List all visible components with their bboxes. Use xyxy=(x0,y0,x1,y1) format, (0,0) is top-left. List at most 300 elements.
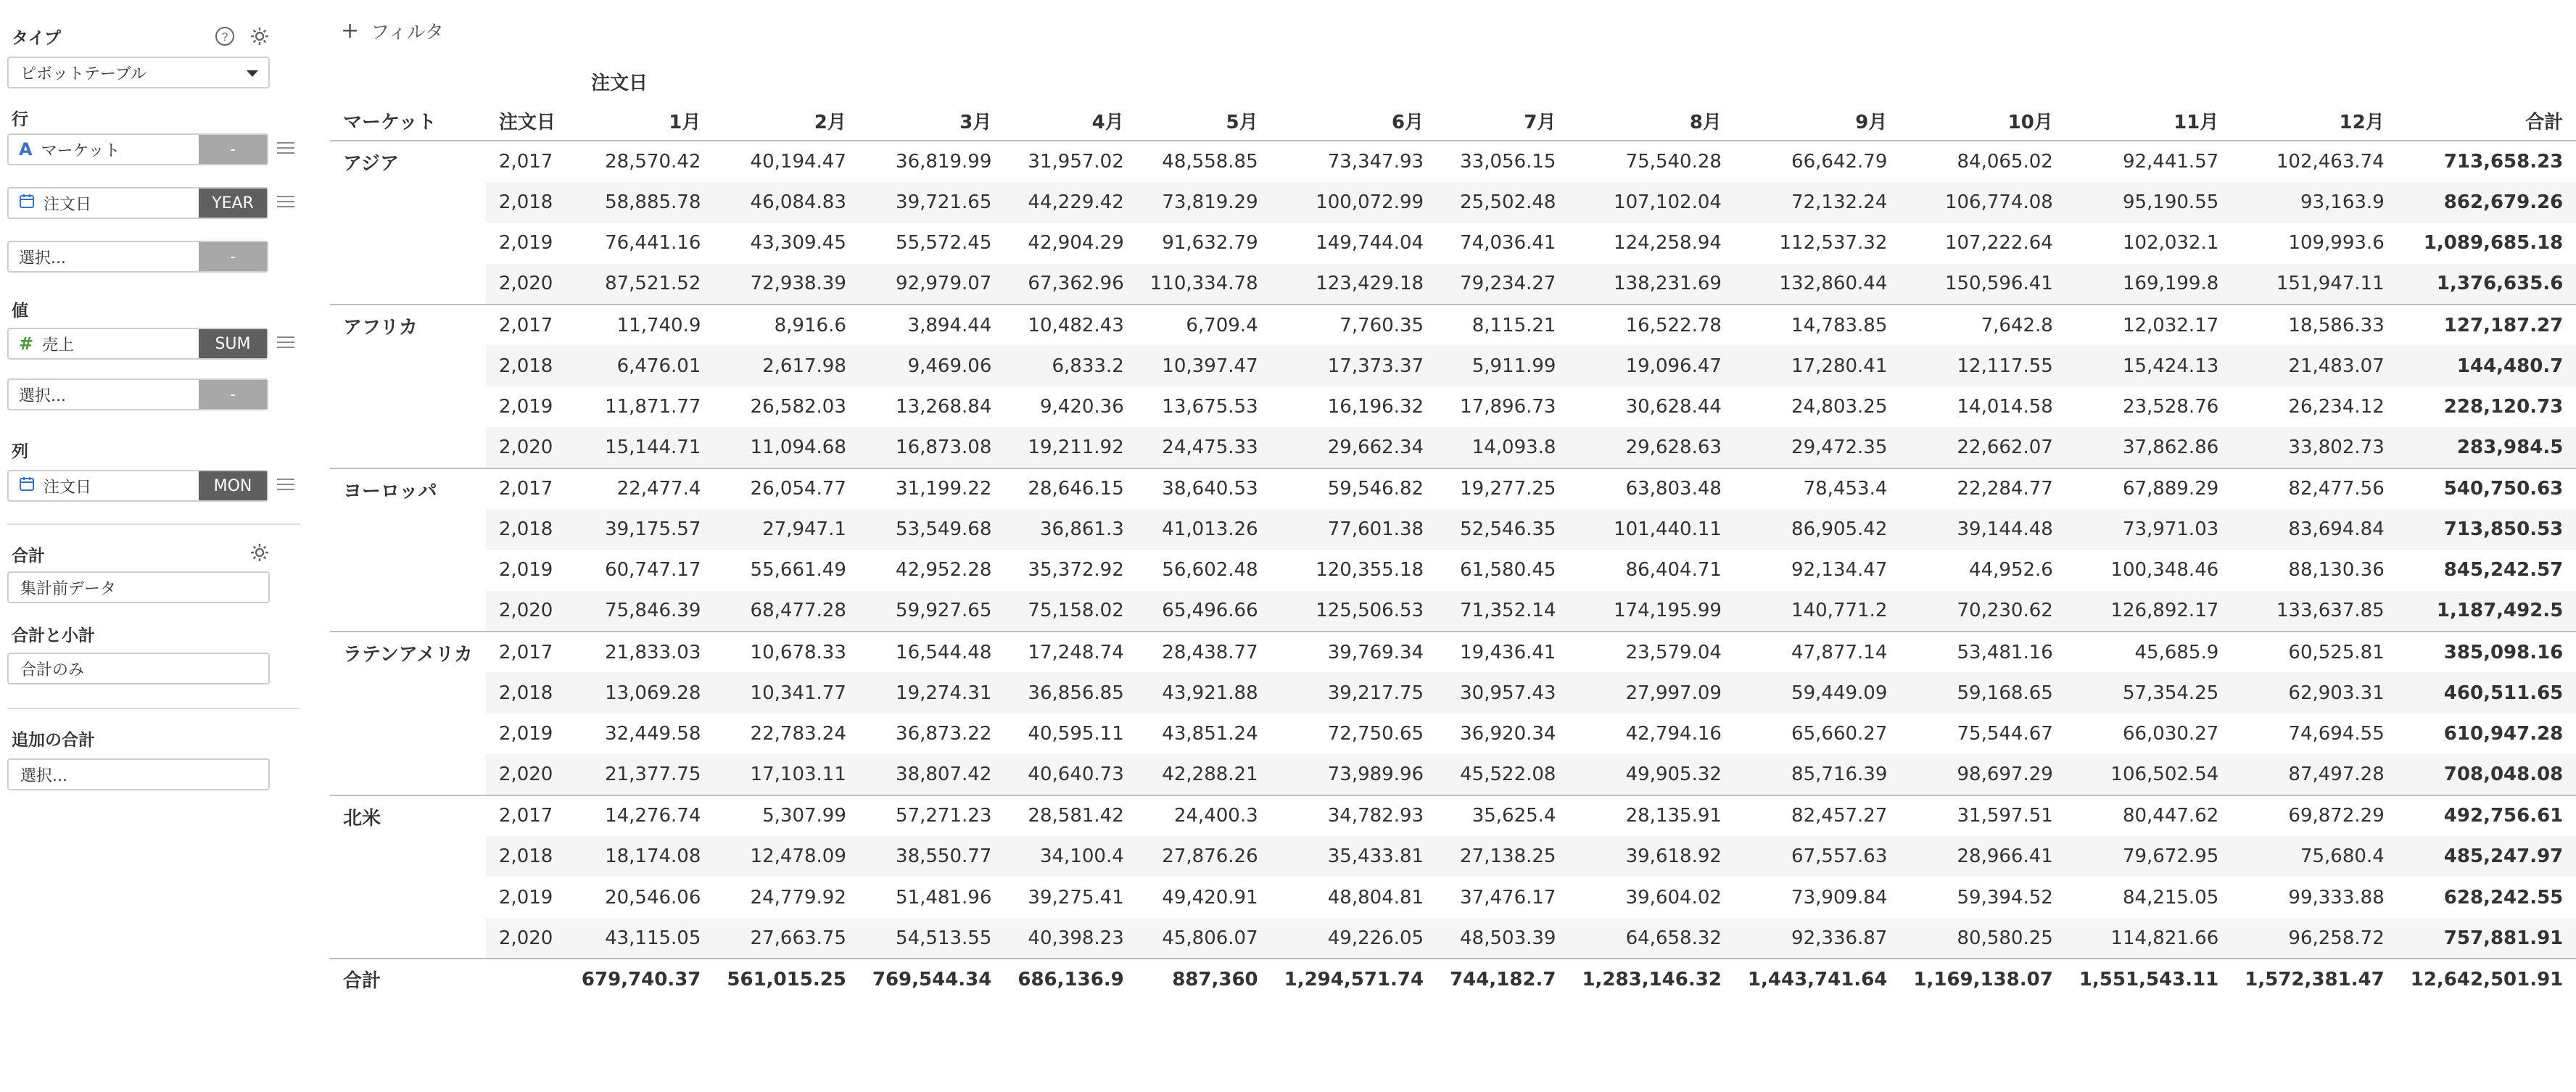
year-cell: 2,019 xyxy=(498,886,553,909)
year-cell: 2,018 xyxy=(486,672,569,713)
value-cell: 60,747.17 xyxy=(605,559,701,582)
value-cell: 39,275.41 xyxy=(1028,886,1124,909)
value-cell: 45,685.9 xyxy=(2066,632,2232,672)
value-cell: 109,993.6 xyxy=(2288,232,2385,255)
value-cell: 73,909.84 xyxy=(1791,886,1888,909)
value-cell: 63,803.48 xyxy=(1569,468,1734,509)
value-cell: 42,794.16 xyxy=(1625,723,1722,745)
row-field-select-main xyxy=(9,242,199,271)
value-cell: 75,544.67 xyxy=(1957,723,2053,745)
table-row xyxy=(330,468,2576,509)
value-cell: 36,873.22 xyxy=(896,723,992,745)
value-cell: 62,903.31 xyxy=(2232,672,2397,713)
value-cell: 44,952.6 xyxy=(1969,559,2053,582)
columns-section-label: 列 xyxy=(12,442,28,461)
value-cell: 43,921.88 xyxy=(1137,672,1271,713)
row-field-market-aggregate[interactable]: - xyxy=(199,135,267,164)
value-cell: 80,447.62 xyxy=(2066,795,2232,836)
header-month[interactable]: 10月 xyxy=(1900,100,2065,141)
value-cell: 39,721.65 xyxy=(859,182,1004,223)
extra-total-section-label: 追加の合計 xyxy=(12,731,95,750)
year-cell: 2,017 xyxy=(498,151,553,173)
value-cell: 59,927.65 xyxy=(859,591,1004,632)
row-total-cell: 1,376,635.6 xyxy=(2398,264,2576,305)
value-cell: 66,642.79 xyxy=(1791,151,1888,173)
gear-icon[interactable] xyxy=(248,25,271,48)
value-cell: 57,354.25 xyxy=(2066,672,2232,713)
year-cell: 2,017 xyxy=(486,632,569,672)
value-field-select-label: 選択... xyxy=(19,386,66,405)
value-cell: 6,833.2 xyxy=(1004,345,1136,386)
subtotal-section-label: 合計と小計 xyxy=(12,626,95,645)
value-cell: 80,580.25 xyxy=(1900,918,2065,959)
value-cell: 17,896.73 xyxy=(1460,395,1556,418)
row-total-cell: 492,756.61 xyxy=(2398,795,2576,836)
year-cell: 2,019 xyxy=(498,232,553,255)
value-cell: 18,586.33 xyxy=(2232,305,2397,345)
gear-icon[interactable] xyxy=(248,541,271,564)
row-total-cell: 283,984.5 xyxy=(2398,427,2576,468)
grand-total-cell: 686,136.9 xyxy=(1004,959,1136,999)
value-cell: 5,307.99 xyxy=(714,795,859,836)
value-cell: 54,513.55 xyxy=(859,918,1004,959)
value-cell: 6,709.4 xyxy=(1137,305,1271,345)
subtotal-input[interactable]: 合計のみ xyxy=(7,653,270,684)
value-field-select[interactable] xyxy=(7,379,268,410)
row-field-select-aggregate[interactable]: - xyxy=(199,242,267,271)
value-cell: 44,229.42 xyxy=(1004,182,1136,223)
value-cell: 17,248.74 xyxy=(1004,632,1136,672)
value-cell: 28,966.41 xyxy=(1900,836,2065,877)
value-cell: 56,602.48 xyxy=(1162,559,1258,582)
row-field-market-main xyxy=(9,135,199,164)
value-cell: 16,544.48 xyxy=(859,632,1004,672)
value-cell: 61,580.45 xyxy=(1460,559,1556,582)
value-cell: 35,433.81 xyxy=(1271,836,1437,877)
value-cell: 10,341.77 xyxy=(714,672,859,713)
value-cell: 79,234.27 xyxy=(1437,264,1569,305)
value-cell: 77,601.38 xyxy=(1271,509,1437,550)
value-cell: 25,502.48 xyxy=(1437,182,1569,223)
value-cell: 132,860.44 xyxy=(1735,264,1900,305)
value-cell: 65,660.27 xyxy=(1791,723,1888,745)
value-cell: 36,920.34 xyxy=(1460,723,1556,745)
value-cell: 8,115.21 xyxy=(1437,305,1569,345)
value-cell: 29,472.35 xyxy=(1735,427,1900,468)
grand-total-cell: 1,169,138.07 xyxy=(1900,959,2065,999)
value-cell: 40,398.23 xyxy=(1004,918,1136,959)
header-total[interactable]: 合計 xyxy=(2398,100,2576,141)
row-total-cell: 628,242.55 xyxy=(2443,886,2564,909)
value-cell: 10,397.47 xyxy=(1137,345,1271,386)
grand-total-sum-cell: 12,642,501.91 xyxy=(2398,959,2576,999)
value-cell: 30,628.44 xyxy=(1625,395,1722,418)
value-cell: 8,916.6 xyxy=(714,305,859,345)
drag-handle-icon[interactable] xyxy=(277,142,294,157)
value-cell: 27,138.25 xyxy=(1437,836,1569,877)
value-cell: 36,856.85 xyxy=(1004,672,1136,713)
value-cell: 57,271.23 xyxy=(859,795,1004,836)
value-cell: 72,750.65 xyxy=(1327,723,1424,745)
pivot-body xyxy=(330,141,2576,999)
table-row xyxy=(330,877,2576,917)
value-cell: 64,658.32 xyxy=(1569,918,1734,959)
value-cell: 38,807.42 xyxy=(859,754,1004,795)
row-total-cell: 1,089,685.18 xyxy=(2423,232,2564,255)
value-cell: 31,597.51 xyxy=(1900,795,2065,836)
settings-sidebar xyxy=(0,0,303,1092)
value-cell: 59,546.82 xyxy=(1271,468,1437,509)
market-cell: アジア xyxy=(330,141,486,305)
rows-section-label: 行 xyxy=(12,110,28,129)
chart-type-value: ピボットテーブル xyxy=(20,65,147,83)
help-icon[interactable] xyxy=(213,25,236,48)
value-cell: 75,540.28 xyxy=(1625,151,1722,173)
row-field-order-date-label: 注文日 xyxy=(44,195,92,214)
row-total-cell: 1,187,492.5 xyxy=(2398,591,2576,632)
year-cell: 2,017 xyxy=(486,305,569,345)
value-cell: 27,997.09 xyxy=(1569,672,1734,713)
value-cell: 16,873.08 xyxy=(859,427,1004,468)
value-cell: 102,463.74 xyxy=(2276,151,2385,173)
value-field-select-aggregate[interactable]: - xyxy=(199,380,267,409)
row-total-cell: 713,658.23 xyxy=(2443,151,2564,173)
header-month[interactable]: 4月 xyxy=(1004,100,1136,141)
add-filter-button[interactable] xyxy=(341,17,444,44)
row-total-cell: 460,511.65 xyxy=(2398,672,2576,713)
value-cell: 48,558.85 xyxy=(1162,151,1258,173)
table-row xyxy=(330,223,2576,263)
header-month[interactable]: 2月 xyxy=(714,100,859,141)
value-cell: 85,716.39 xyxy=(1735,754,1900,795)
column-field-order-date-main xyxy=(9,471,199,500)
header-month[interactable]: 7月 xyxy=(1437,100,1569,141)
value-cell: 59,168.65 xyxy=(1900,672,2065,713)
row-total-cell: 385,098.16 xyxy=(2398,632,2576,672)
table-row xyxy=(330,182,2576,223)
table-row xyxy=(330,386,2576,427)
value-cell: 24,400.3 xyxy=(1137,795,1271,836)
header-month[interactable]: 12月 xyxy=(2232,100,2397,141)
drag-handle-icon[interactable] xyxy=(277,336,294,351)
header-month[interactable]: 6月 xyxy=(1271,100,1437,141)
extra-total-input[interactable]: 選択... xyxy=(7,758,270,790)
value-cell: 31,199.22 xyxy=(859,468,1004,509)
value-cell: 74,036.41 xyxy=(1460,232,1556,255)
value-cell: 114,821.66 xyxy=(2066,918,2232,959)
value-cell: 71,352.14 xyxy=(1437,591,1569,632)
value-cell: 87,521.52 xyxy=(569,264,714,305)
value-cell: 11,740.9 xyxy=(569,305,714,345)
header-market[interactable]: マーケット xyxy=(330,100,486,141)
value-cell: 15,424.13 xyxy=(2066,345,2232,386)
year-cell: 2,020 xyxy=(486,591,569,632)
value-cell: 7,760.35 xyxy=(1271,305,1437,345)
value-cell: 95,190.55 xyxy=(2066,182,2232,223)
value-cell: 23,579.04 xyxy=(1569,632,1734,672)
header-month[interactable]: 3月 xyxy=(859,100,1004,141)
calendar-icon xyxy=(19,193,35,213)
grand-total-cell: 1,294,571.74 xyxy=(1271,959,1437,999)
grand-total-cell: 561,015.25 xyxy=(714,959,859,999)
value-cell: 151,947.11 xyxy=(2232,264,2397,305)
value-cell: 3,894.44 xyxy=(859,305,1004,345)
value-cell: 12,117.55 xyxy=(1900,345,2065,386)
value-cell: 83,694.84 xyxy=(2232,509,2397,550)
value-cell: 72,938.39 xyxy=(714,264,859,305)
value-cell: 16,196.32 xyxy=(1327,395,1424,418)
chart-type-select[interactable] xyxy=(7,57,270,88)
header-month[interactable]: 11月 xyxy=(2066,100,2232,141)
value-cell: 106,502.54 xyxy=(2066,754,2232,795)
year-cell: 2,020 xyxy=(486,427,569,468)
market-cell: ヨーロッパ xyxy=(330,468,486,632)
grand-total-cell: 1,443,741.64 xyxy=(1735,959,1900,999)
value-cell: 27,947.1 xyxy=(714,509,859,550)
row-total-cell: 228,120.73 xyxy=(2443,395,2564,418)
value-cell: 82,477.56 xyxy=(2232,468,2397,509)
value-cell: 123,429.18 xyxy=(1271,264,1437,305)
value-cell: 34,100.4 xyxy=(1004,836,1136,877)
value-cell: 9,420.36 xyxy=(1039,395,1124,418)
value-cell: 49,420.91 xyxy=(1162,886,1258,909)
table-row xyxy=(330,795,2576,836)
value-cell: 120,355.18 xyxy=(1316,559,1424,582)
year-cell: 2,020 xyxy=(486,754,569,795)
value-cell: 125,506.53 xyxy=(1271,591,1437,632)
market-cell: アフリカ xyxy=(330,305,486,468)
value-cell: 49,905.32 xyxy=(1569,754,1734,795)
table-row xyxy=(330,345,2576,386)
value-cell: 22,662.07 xyxy=(1900,427,2065,468)
row-field-market[interactable] xyxy=(7,133,268,165)
plus-icon: + xyxy=(341,18,360,44)
value-cell: 7,642.8 xyxy=(1900,305,2065,345)
value-cell: 84,215.05 xyxy=(2122,886,2219,909)
value-cell: 92,979.07 xyxy=(859,264,1004,305)
value-cell: 73,989.96 xyxy=(1271,754,1437,795)
value-cell: 150,596.41 xyxy=(1900,264,2065,305)
text-type-icon: A xyxy=(19,139,33,160)
value-cell: 49,226.05 xyxy=(1271,918,1437,959)
header-month[interactable]: 1月 xyxy=(569,100,714,141)
year-cell: 2,018 xyxy=(486,345,569,386)
value-cell: 33,056.15 xyxy=(1460,151,1556,173)
year-cell: 2,020 xyxy=(486,264,569,305)
header-order-date[interactable]: 注文日 xyxy=(486,100,569,141)
row-field-order-date[interactable] xyxy=(7,187,268,219)
value-cell: 76,441.16 xyxy=(605,232,701,255)
value-cell: 37,862.86 xyxy=(2066,427,2232,468)
table-row xyxy=(330,141,2576,181)
row-field-order-date-main xyxy=(9,189,199,218)
column-field-order-date[interactable] xyxy=(7,470,268,502)
value-cell: 42,952.28 xyxy=(896,559,992,582)
row-field-order-date-aggregate[interactable]: YEAR xyxy=(199,189,267,218)
chevron-down-icon xyxy=(247,70,258,77)
value-cell: 39,769.34 xyxy=(1271,632,1437,672)
value-cell: 32,449.58 xyxy=(605,723,701,745)
column-field-order-date-aggregate[interactable]: MON xyxy=(199,471,267,500)
total-section-label: 合計 xyxy=(12,547,45,566)
year-cell: 2,017 xyxy=(486,795,569,836)
value-cell: 92,441.57 xyxy=(2122,151,2219,173)
value-cell: 39,618.92 xyxy=(1569,836,1734,877)
value-cell: 133,637.85 xyxy=(2232,591,2397,632)
values-section-label: 値 xyxy=(12,302,28,320)
value-cell: 86,404.71 xyxy=(1625,559,1722,582)
value-cell: 39,175.57 xyxy=(569,509,714,550)
value-cell: 112,537.32 xyxy=(1779,232,1888,255)
value-cell: 29,662.34 xyxy=(1271,427,1437,468)
column-field-order-date-label: 注文日 xyxy=(44,478,92,497)
value-cell: 106,774.08 xyxy=(1900,182,2065,223)
row-total-cell: 127,187.27 xyxy=(2398,305,2576,345)
value-cell: 69,872.29 xyxy=(2232,795,2397,836)
value-cell: 9,469.06 xyxy=(859,345,1004,386)
total-source-input[interactable]: 集計前データ xyxy=(7,571,270,603)
value-cell: 82,457.27 xyxy=(1735,795,1900,836)
value-cell: 10,678.33 xyxy=(714,632,859,672)
value-cell: 53,481.16 xyxy=(1900,632,2065,672)
value-cell: 24,803.25 xyxy=(1791,395,1888,418)
row-total-cell: 845,242.57 xyxy=(2443,559,2564,582)
value-cell: 52,546.35 xyxy=(1437,509,1569,550)
row-total-cell: 610,947.28 xyxy=(2443,723,2564,745)
value-cell: 37,476.17 xyxy=(1460,886,1556,909)
value-cell: 86,905.42 xyxy=(1735,509,1900,550)
value-cell: 21,833.03 xyxy=(569,632,714,672)
value-cell: 42,904.29 xyxy=(1028,232,1124,255)
value-cell: 107,102.04 xyxy=(1569,182,1734,223)
row-total-cell: 713,850.53 xyxy=(2398,509,2576,550)
value-cell: 140,771.2 xyxy=(1735,591,1900,632)
year-cell: 2,017 xyxy=(486,468,569,509)
value-cell: 73,347.93 xyxy=(1327,151,1424,173)
value-cell: 13,069.28 xyxy=(569,672,714,713)
value-cell: 84,065.02 xyxy=(1957,151,2053,173)
value-cell: 14,276.74 xyxy=(569,795,714,836)
value-cell: 18,174.08 xyxy=(569,836,714,877)
table-row xyxy=(330,918,2576,959)
value-cell: 48,804.81 xyxy=(1327,886,1424,909)
grand-total-cell: 744,182.7 xyxy=(1437,959,1569,999)
value-cell: 26,234.12 xyxy=(2288,395,2385,418)
year-cell: 2,019 xyxy=(498,723,553,745)
value-cell: 19,096.47 xyxy=(1569,345,1734,386)
value-cell: 126,892.17 xyxy=(2066,591,2232,632)
value-cell: 149,744.04 xyxy=(1316,232,1424,255)
value-cell: 27,876.26 xyxy=(1137,836,1271,877)
value-cell: 34,782.93 xyxy=(1271,795,1437,836)
table-row xyxy=(330,550,2576,590)
header-month[interactable]: 8月 xyxy=(1569,100,1734,141)
table-row xyxy=(330,509,2576,550)
value-cell: 66,030.27 xyxy=(2122,723,2219,745)
header-month[interactable]: 9月 xyxy=(1735,100,1900,141)
value-cell: 6,476.01 xyxy=(569,345,714,386)
table-row xyxy=(330,305,2576,345)
drag-handle-icon[interactable] xyxy=(277,196,294,210)
value-cell: 38,640.53 xyxy=(1137,468,1271,509)
market-cell: 北米 xyxy=(330,795,486,959)
value-cell: 58,885.78 xyxy=(569,182,714,223)
row-field-select[interactable] xyxy=(7,241,268,273)
value-cell: 55,572.45 xyxy=(896,232,992,255)
value-cell: 93,163.9 xyxy=(2232,182,2397,223)
value-cell: 24,779.92 xyxy=(750,886,846,909)
value-field-sales-label: 売上 xyxy=(42,336,75,355)
grand-total-cell: 887,360 xyxy=(1137,959,1271,999)
drag-handle-icon[interactable] xyxy=(277,479,294,493)
year-cell: 2,018 xyxy=(486,836,569,877)
value-cell: 10,482.43 xyxy=(1004,305,1136,345)
calendar-icon xyxy=(19,476,35,496)
value-cell: 96,258.72 xyxy=(2232,918,2397,959)
header-month[interactable]: 5月 xyxy=(1137,100,1271,141)
value-field-sales-aggregate[interactable]: SUM xyxy=(199,329,267,358)
value-cell: 22,284.77 xyxy=(1900,468,2065,509)
value-cell: 48,503.39 xyxy=(1437,918,1569,959)
market-cell: ラテンアメリカ xyxy=(330,632,486,795)
value-cell: 53,549.68 xyxy=(859,509,1004,550)
value-cell: 68,477.28 xyxy=(714,591,859,632)
value-cell: 73,819.29 xyxy=(1137,182,1271,223)
year-cell: 2,020 xyxy=(486,918,569,959)
grand-total-cell: 1,551,543.11 xyxy=(2066,959,2232,999)
number-type-icon: # xyxy=(19,334,34,354)
value-cell: 12,032.17 xyxy=(2066,305,2232,345)
year-cell: 2,018 xyxy=(486,509,569,550)
value-cell: 79,672.95 xyxy=(2066,836,2232,877)
value-cell: 55,661.49 xyxy=(750,559,846,582)
value-field-sales[interactable] xyxy=(7,328,268,360)
value-cell: 13,675.53 xyxy=(1162,395,1258,418)
value-cell: 60,525.81 xyxy=(2232,632,2397,672)
value-cell: 59,449.09 xyxy=(1735,672,1900,713)
grand-total-label: 合計 xyxy=(330,959,569,999)
value-cell: 101,440.11 xyxy=(1569,509,1734,550)
value-field-select-main xyxy=(9,380,199,409)
value-cell: 33,802.73 xyxy=(2232,427,2397,468)
value-cell: 98,697.29 xyxy=(1900,754,2065,795)
row-field-select-label: 選択... xyxy=(19,249,66,268)
value-cell: 19,436.41 xyxy=(1437,632,1569,672)
value-cell: 110,334.78 xyxy=(1137,264,1271,305)
value-cell: 39,217.75 xyxy=(1271,672,1437,713)
row-total-cell: 708,048.08 xyxy=(2398,754,2576,795)
value-cell: 41,013.26 xyxy=(1137,509,1271,550)
value-cell: 26,582.03 xyxy=(750,395,846,418)
table-row xyxy=(330,836,2576,877)
year-cell: 2,019 xyxy=(498,395,553,418)
row-total-cell: 144,480.7 xyxy=(2398,345,2576,386)
type-section-label: タイプ xyxy=(12,29,61,48)
value-cell: 36,819.99 xyxy=(896,151,992,173)
value-cell: 19,274.31 xyxy=(859,672,1004,713)
value-cell: 92,134.47 xyxy=(1791,559,1888,582)
value-cell: 38,550.77 xyxy=(859,836,1004,877)
value-cell: 88,130.36 xyxy=(2288,559,2385,582)
value-cell: 75,158.02 xyxy=(1004,591,1136,632)
row-total-cell: 757,881.91 xyxy=(2398,918,2576,959)
value-cell: 43,309.45 xyxy=(750,232,846,255)
value-cell: 40,640.73 xyxy=(1004,754,1136,795)
value-cell: 47,877.14 xyxy=(1735,632,1900,672)
grand-total-cell: 769,544.34 xyxy=(859,959,1004,999)
value-cell: 169,199.8 xyxy=(2066,264,2232,305)
row-total-cell: 485,247.97 xyxy=(2398,836,2576,877)
